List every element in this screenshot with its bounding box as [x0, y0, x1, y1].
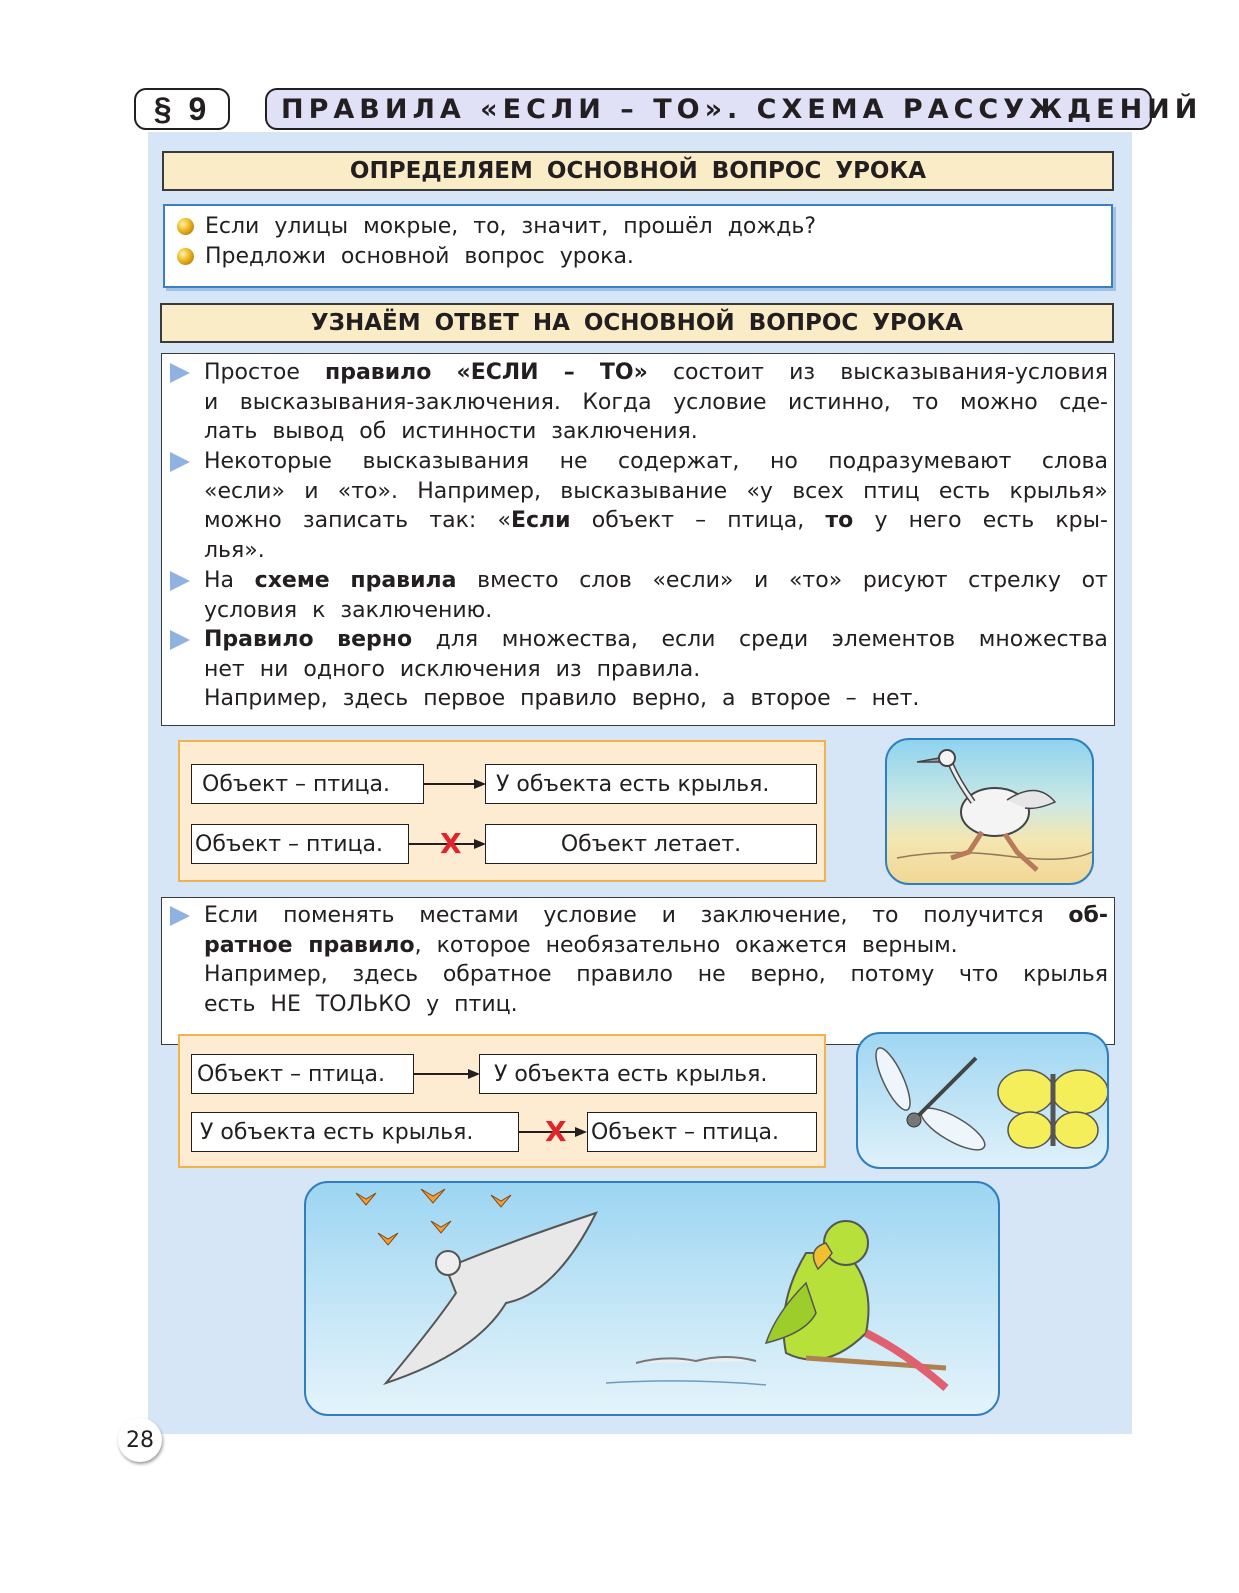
- theory-line: «если» и «то». Например, высказывание «у всех птиц есть крылья»: [204, 478, 1108, 504]
- inverse-line: Например, здесь обратное правило не верно, потому что крылья: [204, 962, 1108, 988]
- inverse-line: Если поменять местами условие и заключение, то получится об-: [204, 903, 1108, 928]
- inverse-line: есть НЕ ТОЛЬКО у птиц.: [204, 992, 518, 1018]
- blue-triangle-icon: [170, 906, 190, 926]
- theory-line: Например, здесь первое правило верно, а второе – нет.: [204, 686, 920, 712]
- page-number: 28: [118, 1418, 162, 1462]
- theory-line: условия к заключению.: [204, 597, 493, 623]
- cross-icon: X: [440, 827, 462, 860]
- theory-box: [161, 353, 1115, 726]
- theory-line: Правило верно для множества, если среди элементов множества: [204, 627, 1108, 652]
- theory-line: и высказывания-заключения. Когда условие истинно, то можно сде-: [204, 389, 1108, 415]
- theory-line: Некоторые высказывания не содержат, но подразумевают слова: [204, 449, 1108, 474]
- lesson-title: ПРАВИЛА «ЕСЛИ – ТО». СХЕМА РАССУЖДЕНИЙ: [265, 88, 1152, 130]
- rule-schema-1: [178, 740, 826, 882]
- theory-line: На схеме правила вместо слов «если» и «то» рисуют стрелку от: [204, 568, 1108, 593]
- ostrich-icon: [887, 740, 1094, 885]
- cross-icon: X: [545, 1115, 567, 1148]
- question-item-2: Предложи основной вопрос урока.: [205, 244, 634, 269]
- blue-triangle-icon: [170, 630, 190, 650]
- schema-conclusion: Объект летает.: [485, 824, 817, 864]
- schema-conclusion: У объекта есть крылья.: [485, 764, 817, 804]
- question-item-1: Если улицы мокрые, то, значит, прошёл дождь?: [205, 214, 817, 239]
- theory-line: лья».: [204, 538, 265, 564]
- schema-condition: Объект – птица.: [191, 1054, 414, 1094]
- dragonfly-butterfly-icon: [858, 1034, 1109, 1169]
- question-box: [163, 204, 1113, 288]
- inverse-rule-box: [161, 897, 1115, 1045]
- arrow-icon: [424, 770, 486, 798]
- theory-line: Простое правило «ЕСЛИ – ТО» состоит из высказывания-условия: [204, 360, 1108, 385]
- schema-condition: Объект – птица.: [191, 764, 424, 804]
- section-heading-answer: УЗНАЁМ ОТВЕТ НА ОСНОВНОЙ ВОПРОС УРОКА: [160, 303, 1114, 343]
- blue-triangle-icon: [170, 571, 190, 591]
- rule-schema-2: [178, 1034, 826, 1168]
- theory-line: можно записать так: «Если объект – птица, то у него есть кры-: [204, 508, 1108, 534]
- birds-icon: [306, 1183, 1000, 1416]
- schema-condition: У объекта есть крылья.: [191, 1112, 519, 1152]
- schema-condition: Объект – птица.: [191, 824, 409, 864]
- theory-line: нет ни одного исключения из правила.: [204, 656, 701, 682]
- schema-conclusion: У объекта есть крылья.: [479, 1054, 817, 1094]
- blue-triangle-icon: [170, 363, 190, 383]
- orange-dot-icon: [177, 218, 194, 235]
- inverse-line: ратное правило , которое необязательно окажется верным.: [204, 932, 958, 958]
- theory-line: лать вывод об истинности заключения.: [204, 419, 698, 445]
- ostrich-picture: [885, 738, 1094, 885]
- paragraph-number: § 9: [134, 88, 230, 130]
- birds-picture: [304, 1181, 1000, 1416]
- insects-picture: [856, 1032, 1109, 1169]
- orange-dot-icon: [177, 248, 194, 265]
- arrow-icon: [414, 1060, 480, 1088]
- schema-conclusion: Объект – птица.: [587, 1112, 817, 1152]
- section-heading-question: ОПРЕДЕЛЯЕМ ОСНОВНОЙ ВОПРОС УРОКА: [162, 151, 1114, 191]
- blue-triangle-icon: [170, 452, 190, 472]
